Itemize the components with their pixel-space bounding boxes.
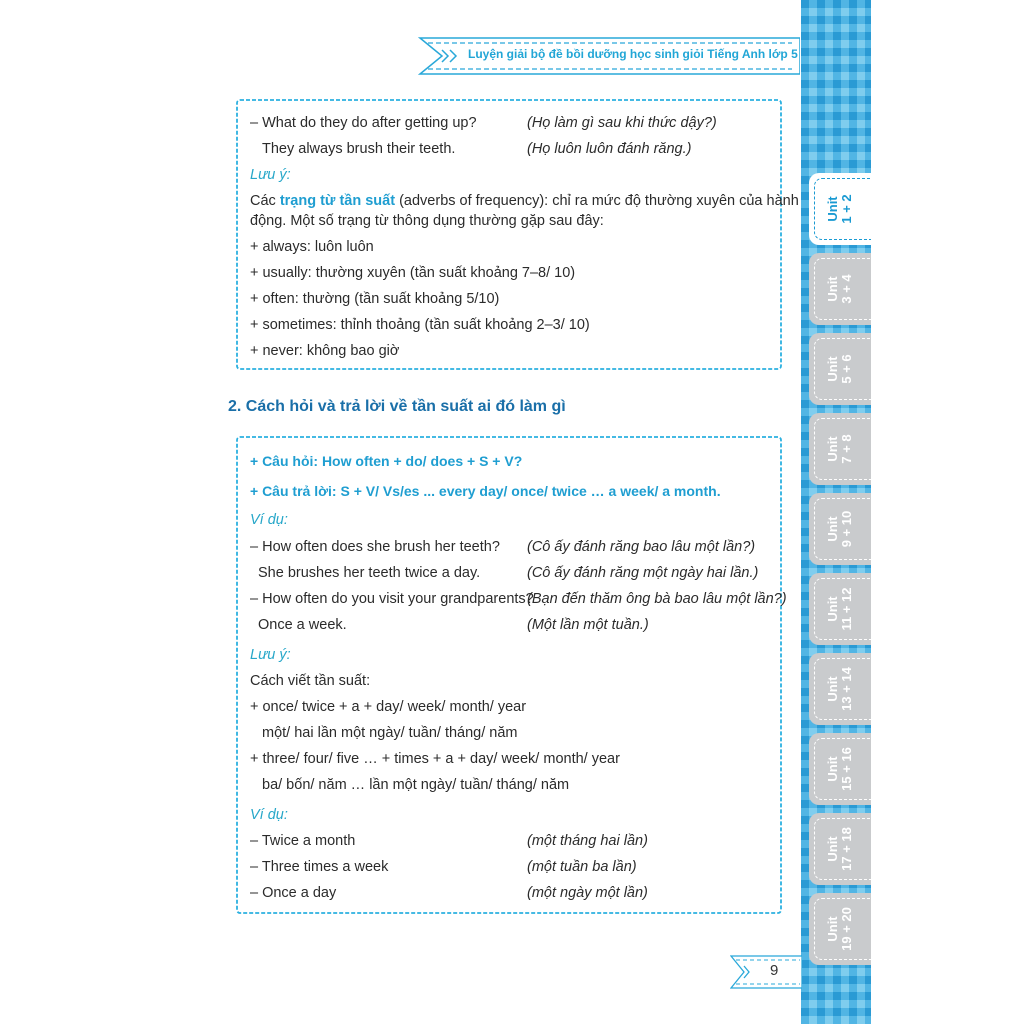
unit-tab-label bbox=[826, 274, 854, 303]
example-en: – How often do you visit your grandparents? bbox=[250, 591, 534, 607]
unit-tab-numbers: 1 + 2 bbox=[839, 194, 854, 224]
example2-en: – Once a day bbox=[250, 885, 337, 901]
unit-tab-word: Unit bbox=[825, 756, 840, 782]
unit-tab-label bbox=[826, 511, 854, 548]
para-prefix: Các bbox=[250, 193, 280, 209]
unit-tab-numbers: 11 + 12 bbox=[839, 587, 854, 631]
unit-tab-numbers: 9 + 10 bbox=[839, 510, 854, 548]
unit-tab[interactable] bbox=[809, 893, 871, 965]
unit-tab-label bbox=[826, 434, 854, 463]
para-rest: (adverbs of frequency): chỉ ra mức độ thường xuyên của hành bbox=[395, 193, 799, 209]
unit-tab-label bbox=[826, 667, 854, 711]
unit-tab-numbers: 13 + 14 bbox=[839, 667, 854, 711]
unit-tab[interactable] bbox=[809, 253, 871, 325]
adverb-item: + always: luôn luôn bbox=[250, 239, 374, 255]
unit-tab-label bbox=[826, 354, 854, 383]
unit-tab-word: Unit bbox=[825, 196, 840, 222]
page-ribbon-shape bbox=[730, 955, 802, 989]
page-number: 9 bbox=[770, 962, 779, 979]
answer-rule: + Câu trả lời: S + V/ Vs/es ... every day/ once/ twice … a week/ a month. bbox=[250, 483, 721, 499]
adverb-item: + often: thường (tần suất khoảng 5/10) bbox=[250, 291, 500, 307]
adverb-paragraph-line-1 bbox=[250, 193, 799, 209]
example-answer-translation: (Họ luôn luôn đánh răng.) bbox=[527, 141, 692, 157]
example-vi: (Bạn đến thăm ông bà bao lâu một lần?) bbox=[527, 591, 787, 607]
adverb-item: + usually: thường xuyên (tần suất khoảng 7–8/ 10) bbox=[250, 265, 576, 281]
unit-tab-numbers: 7 + 8 bbox=[839, 434, 854, 464]
example-vi: (Cô ấy đánh răng một ngày hai lần.) bbox=[527, 565, 759, 581]
example2-vi: (một tháng hai lần) bbox=[527, 833, 648, 849]
example-answer: They always brush their teeth. bbox=[262, 141, 456, 157]
unit-tab-numbers: 17 + 18 bbox=[839, 827, 854, 871]
unit-tab[interactable] bbox=[809, 573, 871, 645]
example2-vi: (một ngày một lần) bbox=[527, 885, 648, 901]
example-en: – How often does she brush her teeth? bbox=[250, 539, 500, 555]
note-label: Lưu ý: bbox=[250, 647, 291, 663]
unit-tab-numbers: 15 + 16 bbox=[839, 747, 854, 791]
example-question: – What do they do after getting up? bbox=[250, 115, 477, 131]
unit-tab-word: Unit bbox=[825, 916, 840, 942]
unit-tab[interactable] bbox=[809, 333, 871, 405]
example-en: She brushes her teeth twice a day. bbox=[258, 565, 481, 581]
unit-tab[interactable] bbox=[809, 733, 871, 805]
example-label: Ví dụ: bbox=[250, 512, 288, 528]
unit-tab-word: Unit bbox=[825, 516, 840, 542]
unit-tab-label bbox=[826, 907, 854, 951]
unit-tab[interactable] bbox=[809, 813, 871, 885]
unit-tab-numbers: 3 + 4 bbox=[839, 274, 854, 304]
unit-tab-word: Unit bbox=[825, 676, 840, 702]
unit-tab-word: Unit bbox=[825, 596, 840, 622]
example-question-translation: (Họ làm gì sau khi thức dậy?) bbox=[527, 115, 717, 131]
unit-tab-word: Unit bbox=[825, 356, 840, 382]
freq-line: + three/ four/ five … + times + a + day/ week/ month/ year bbox=[250, 751, 620, 767]
unit-tab-word: Unit bbox=[825, 836, 840, 862]
example-vi: (Một lần một tuần.) bbox=[527, 617, 649, 633]
unit-tab-label bbox=[826, 194, 854, 223]
unit-tab[interactable] bbox=[809, 413, 871, 485]
adverb-item: + never: không bao giờ bbox=[250, 343, 400, 359]
para-highlight: trạng từ tần suất bbox=[279, 193, 396, 209]
question-rule: + Câu hỏi: How often + do/ does + S + V? bbox=[250, 453, 523, 469]
example2-en: – Twice a month bbox=[250, 833, 356, 849]
adverb-paragraph-line-2: động. Một số trạng từ thông dụng thường gặp sau đây: bbox=[250, 213, 604, 229]
header-title: Luyện giải bộ đề bồi dưỡng học sinh giỏi Tiếng Anh lớp 5 bbox=[468, 47, 798, 61]
unit-tab-word: Unit bbox=[825, 276, 840, 302]
unit-tab[interactable] bbox=[809, 173, 871, 245]
example2-vi: (một tuần ba lần) bbox=[527, 859, 637, 875]
freq-line: ba/ bốn/ năm … lần một ngày/ tuần/ tháng/ năm bbox=[262, 777, 570, 793]
section-heading: 2. Cách hỏi và trả lời về tần suất ai đó làm gì bbox=[228, 398, 566, 415]
unit-tab-word: Unit bbox=[825, 436, 840, 462]
unit-tab[interactable] bbox=[809, 493, 871, 565]
unit-tab-strip bbox=[801, 0, 871, 1024]
example-label-2: Ví dụ: bbox=[250, 807, 288, 823]
freq-title: Cách viết tần suất: bbox=[250, 673, 371, 689]
freq-line: + once/ twice + a + day/ week/ month/ year bbox=[250, 699, 527, 715]
page-number-ribbon bbox=[730, 955, 802, 989]
unit-tab-label bbox=[826, 747, 854, 791]
freq-line: một/ hai lần một ngày/ tuần/ tháng/ năm bbox=[262, 725, 518, 741]
note-label: Lưu ý: bbox=[250, 167, 291, 183]
unit-tab-numbers: 5 + 6 bbox=[839, 354, 854, 384]
example-en: Once a week. bbox=[258, 617, 347, 633]
unit-tab-label bbox=[826, 587, 854, 630]
unit-tab-label bbox=[826, 827, 854, 871]
unit-tab[interactable] bbox=[809, 653, 871, 725]
adverb-item: + sometimes: thỉnh thoảng (tần suất khoảng 2–3/ 10) bbox=[250, 317, 590, 333]
example2-en: – Three times a week bbox=[250, 859, 389, 875]
unit-tab-numbers: 19 + 20 bbox=[839, 907, 854, 951]
example-vi: (Cô ấy đánh răng bao lâu một lần?) bbox=[527, 539, 756, 555]
header-ribbon bbox=[418, 36, 800, 76]
